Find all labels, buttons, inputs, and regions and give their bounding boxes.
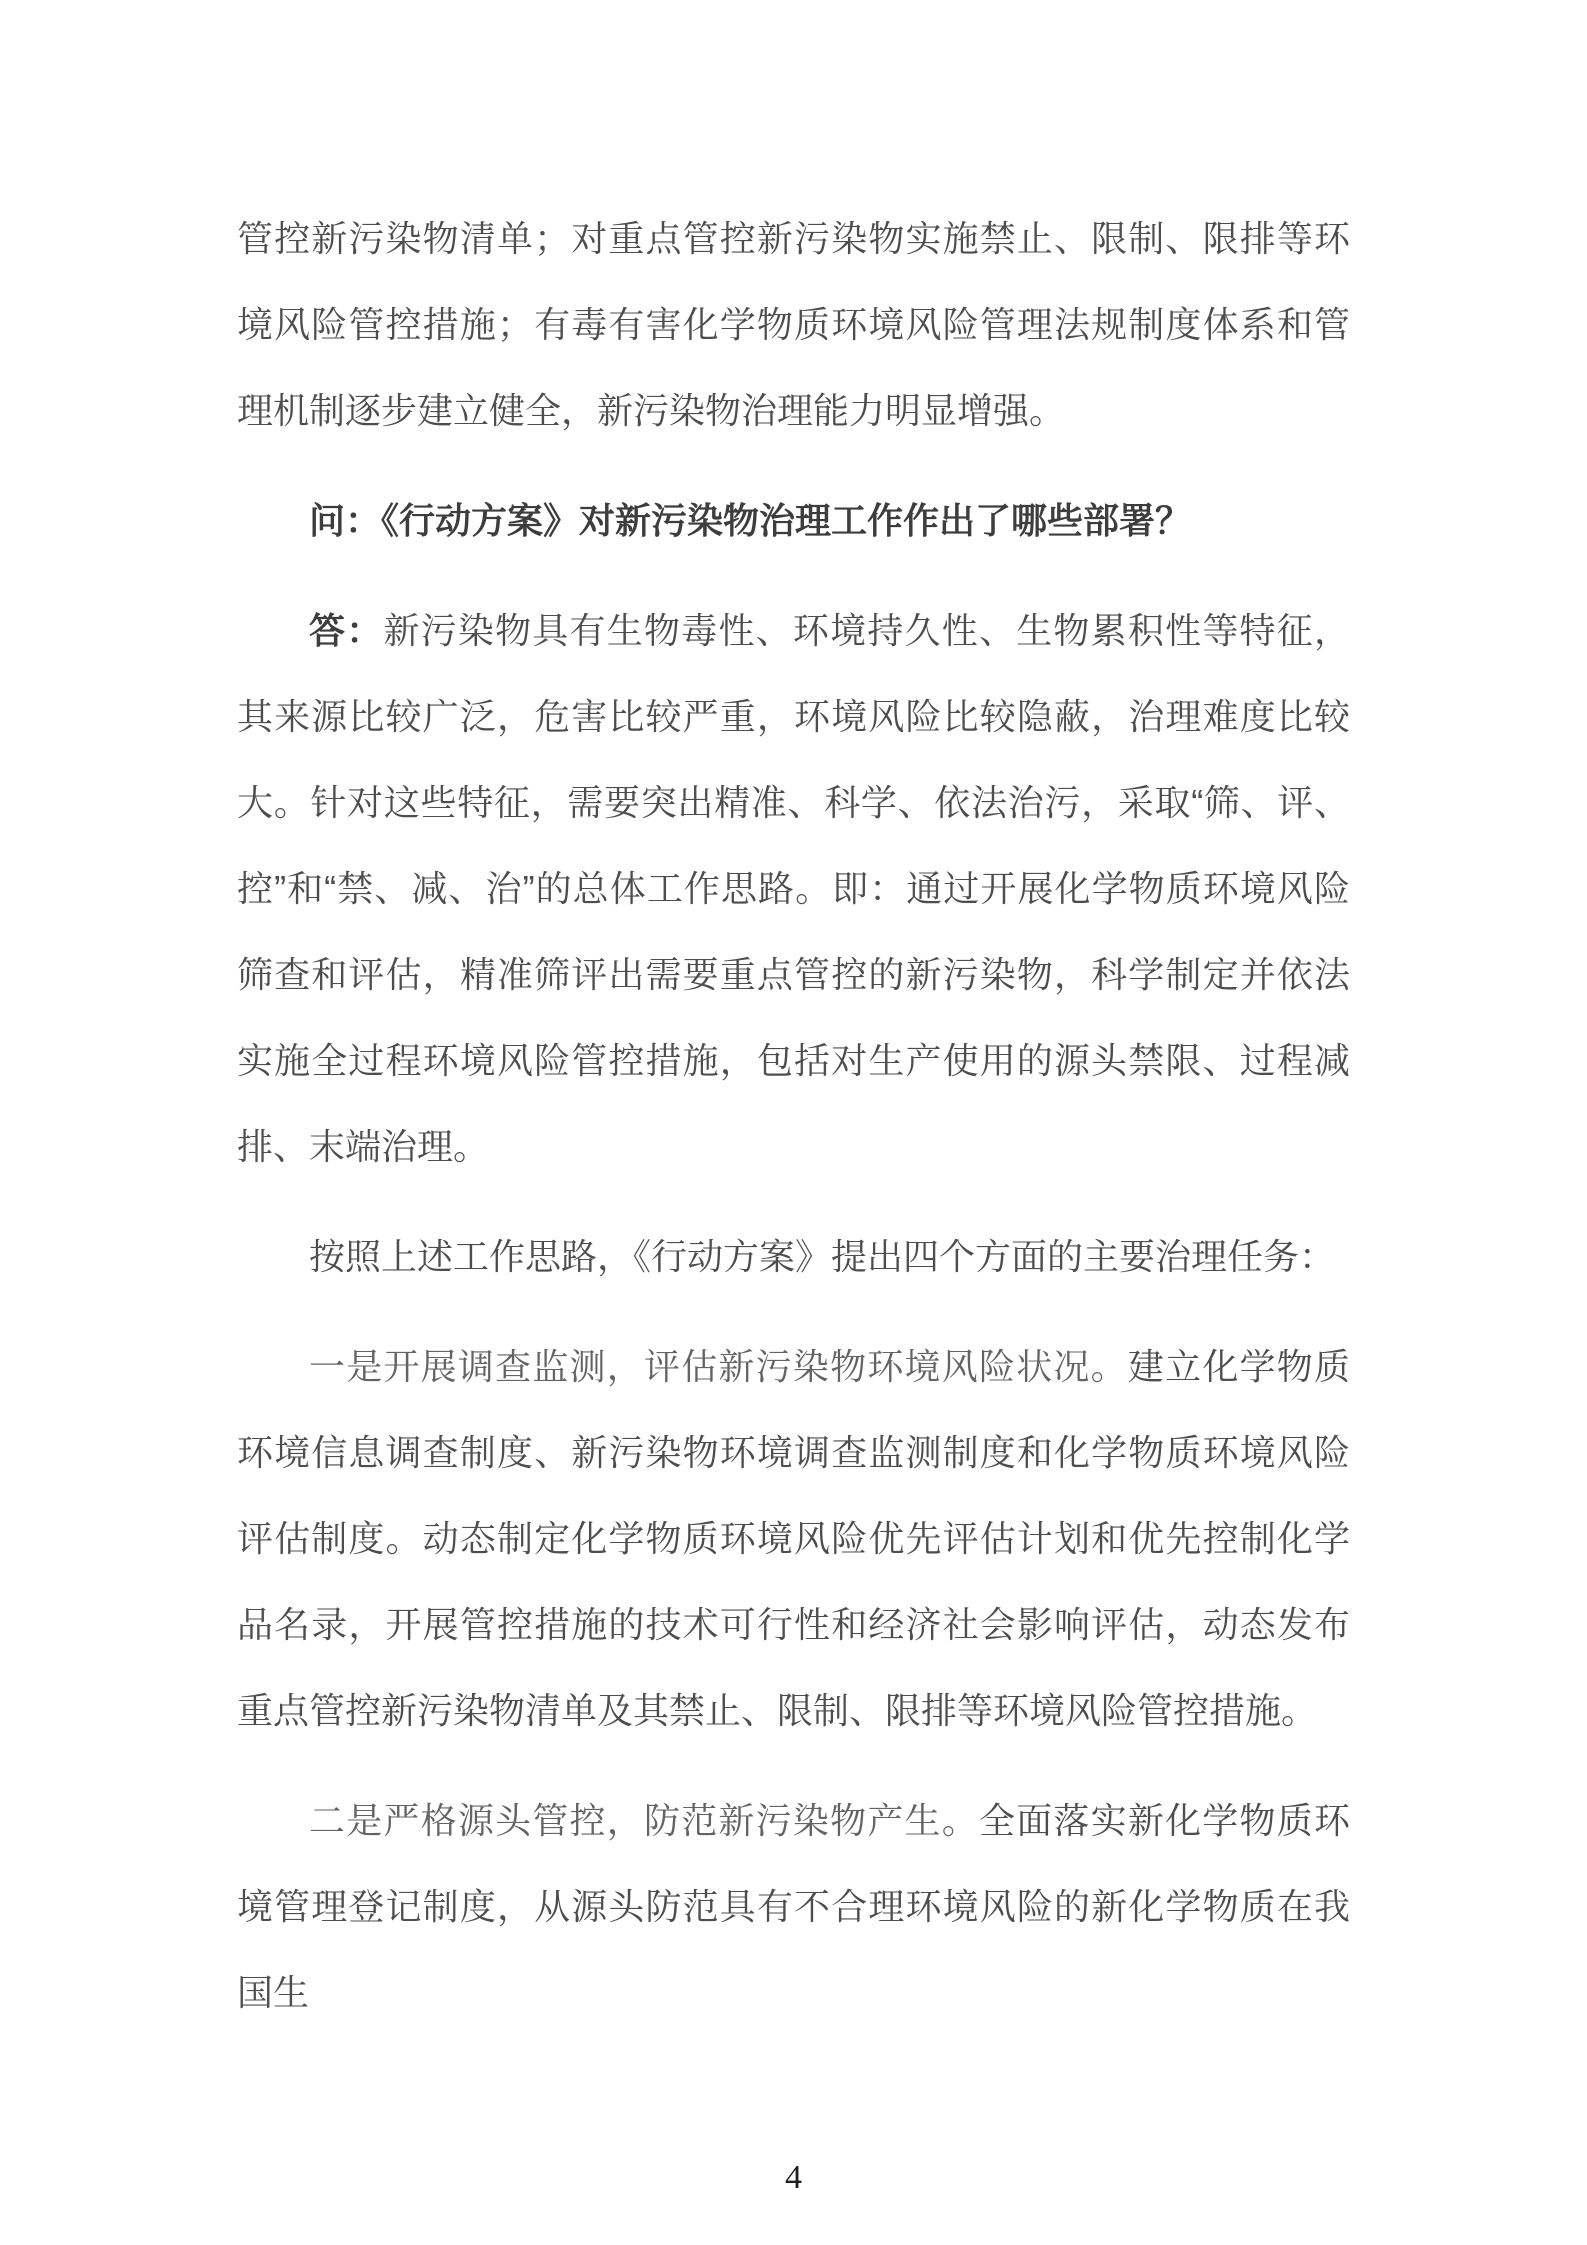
task2-body-text: 全面落实新化学物质环境管理登记制度，从源头防范具有不合理环境风险的新化学物质在我国生 [237,1800,1350,2013]
page-footer [237,2156,1350,2200]
answer-text: 新污染物具有生物毒性、环境持久性、生物累积性等特征，其来源比较广泛，危害比较严重，环境风险比较隐蔽，治理难度比较大。针对这些特征，需要突出精准、科学、依法治污，采取“筛、评、控”和“禁、减、治”的总体工作思路。即：通过开展化学物质环境风险筛查和评估，精准筛评出需要重点管控的新污染物，科学制定并依法实施全过程环境风险管控措施，包括对生产使用的源头禁限、过程减排、末端治理。 [237,610,1350,1167]
page-number: 4 [785,2159,802,2196]
task2-paragraph [237,1778,1350,2036]
answer-label: 答： [309,610,384,651]
task1-lead-sentence: 一是开展调查监测，评估新污染物环境风险状况。 [309,1347,1128,1387]
question-heading: 问：《行动方案》对新污染物治理工作作出了哪些部署？ [309,500,1192,541]
overview-paragraph: 按照上述工作思路，《行动方案》提出四个方面的主要治理任务： [309,1236,1336,1277]
task2-lead-sentence: 二是严格源头管控，防范新污染物产生。 [309,1801,979,1841]
task1-paragraph [237,1324,1350,1754]
answer-paragraph [237,588,1350,1190]
paragraph-continuation: 管控新污染物清单；对重点管控新污染物实施禁止、限制、限排等环境风险管控措施；有毒有害化学物质环境风险管理法规制度体系和管理机制逐步建立健全，新污染物治理能力明显增强。 [237,218,1350,431]
task1-body-text: 建立化学物质环境信息调查制度、新污染物环境调查监测制度和化学物质环境风险评估制度。动态制定化学物质环境风险优先评估计划和优先控制化学品名录，开展管控措施的技术可行性和经济社会影响评估，动态发布重点管控新污染物清单及其禁止、限制、限排等环境风险管控措施。 [237,1346,1350,1731]
